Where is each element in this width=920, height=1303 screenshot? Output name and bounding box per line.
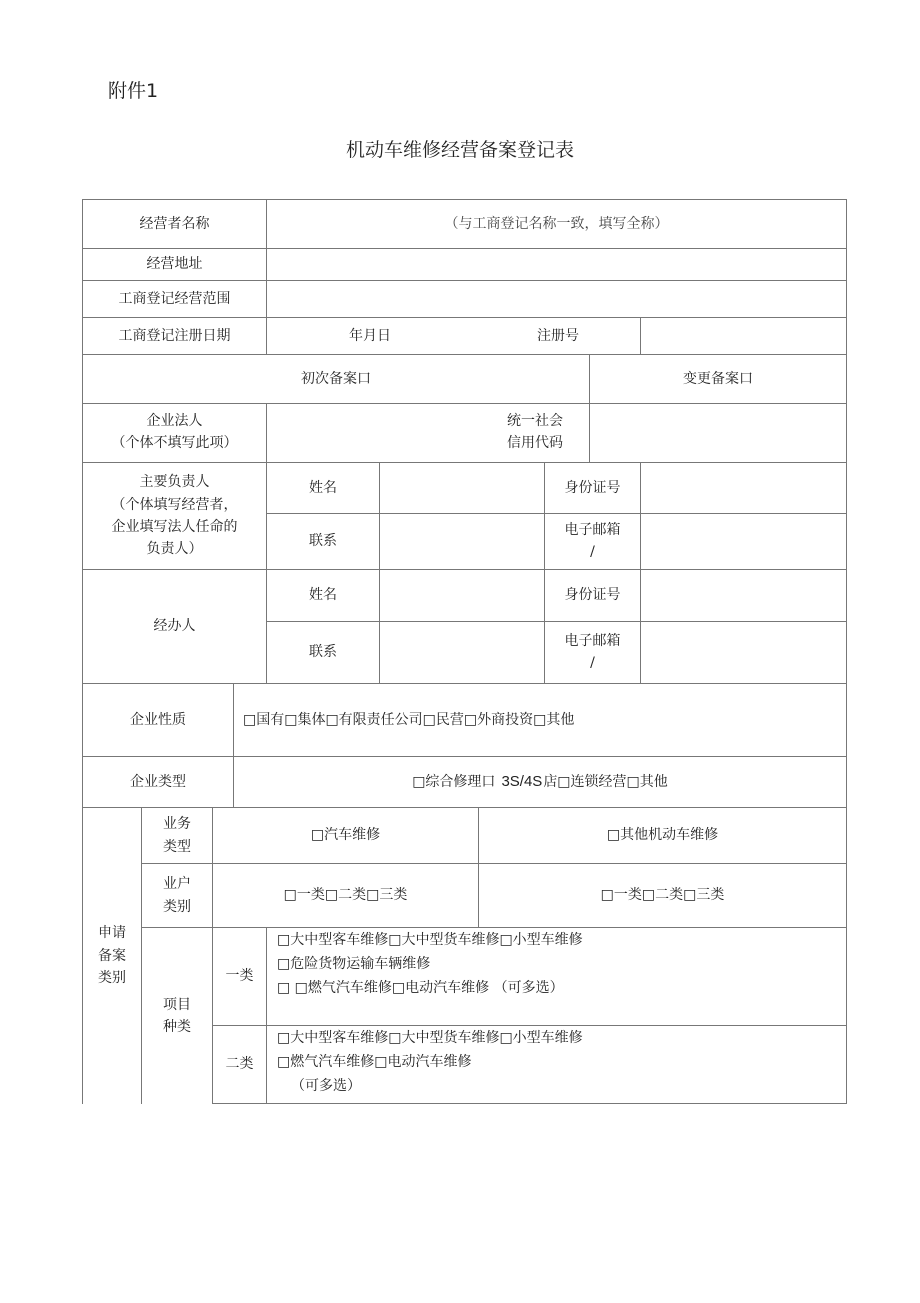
handler-name-label: 姓名 — [266, 569, 380, 622]
principal-email-field[interactable] — [640, 513, 847, 570]
attachment-label: 附件1 — [108, 80, 159, 102]
handler-email-field[interactable] — [640, 621, 847, 684]
form-title: 机动车维修经营备案登记表 — [345, 139, 574, 161]
operator-name-label: 经营者名称 — [82, 199, 267, 249]
handler-name-field[interactable] — [379, 569, 545, 622]
registration-date-label: 工商登记注册日期 — [82, 317, 267, 355]
handler-email-label: 电子邮箱 / — [544, 621, 641, 684]
legal-person-label: 企业法人 （个体不填写此项） — [82, 403, 267, 463]
credit-code-label: 统一社会 信用代码 — [507, 413, 563, 451]
credit-code-field[interactable] — [589, 403, 847, 463]
registration-number-field[interactable] — [640, 317, 847, 355]
category-auto-options[interactable]: □一类□二类□三类 — [212, 863, 479, 928]
item-type-label: 项目 种类 — [141, 927, 213, 1104]
enterprise-type-options[interactable]: □综合修理口 3S/4S 店□连锁经营□其他 — [233, 756, 847, 808]
enterprise-nature-label: 企业性质 — [82, 683, 234, 757]
principal-name-field[interactable] — [379, 462, 545, 514]
operator-category-label: 业户 类别 — [141, 863, 213, 928]
business-other-checkbox[interactable]: □其他机动车维修 — [478, 807, 847, 864]
registration-date-field[interactable] — [266, 317, 641, 355]
registration-number-label: 注册号 — [537, 327, 579, 344]
handler-id-field[interactable] — [640, 569, 847, 622]
address-label: 经营地址 — [82, 248, 267, 281]
handler-contact-label: 联系 — [266, 621, 380, 684]
enterprise-type-label: 企业类型 — [82, 756, 234, 808]
handler-label: 经办人 — [82, 569, 267, 684]
business-auto-checkbox[interactable]: □汽车维修 — [212, 807, 479, 864]
change-filing-checkbox[interactable]: 变更备案口 — [589, 354, 847, 404]
address-field[interactable] — [266, 248, 847, 281]
business-type-label: 业务 类型 — [141, 807, 213, 864]
class1-options[interactable]: □大中型客车维修□大中型货车维修□小型车维修 □危险货物运输车辆维修 □ □燃气汽车维修□电动汽车维修 （可多选） — [266, 927, 847, 1026]
principal-id-label: 身份证号 — [544, 462, 641, 514]
principal-name-label: 姓名 — [266, 462, 380, 514]
handler-id-label: 身份证号 — [544, 569, 641, 622]
principal-label: 主要负责人 （个体填写经营者， 企业填写法人任命的 负责人） — [82, 462, 267, 570]
principal-id-field[interactable] — [640, 462, 847, 514]
legal-person-field[interactable] — [266, 403, 590, 463]
principal-contact-label: 联系 — [266, 513, 380, 570]
category-other-options[interactable]: □一类□二类□三类 — [478, 863, 847, 928]
principal-contact-field[interactable] — [379, 513, 545, 570]
registration-date-value: 年月日 — [349, 327, 391, 344]
apply-category-label: 申请 备案 类别 — [82, 807, 142, 1104]
first-filing-checkbox[interactable]: 初次备案口 — [82, 354, 590, 404]
class1-label: 一类 — [212, 927, 267, 1026]
class2-options[interactable]: □大中型客车维修□大中型货车维修□小型车维修 □燃气汽车维修□电动汽车维修 （可多选） — [266, 1025, 847, 1104]
class2-label: 二类 — [212, 1025, 267, 1104]
operator-name-field[interactable]: （与工商登记名称一致，填写全称） — [266, 199, 847, 249]
business-scope-label: 工商登记经营范围 — [82, 280, 267, 318]
handler-contact-field[interactable] — [379, 621, 545, 684]
business-scope-field[interactable] — [266, 280, 847, 318]
principal-email-label: 电子邮箱 / — [544, 513, 641, 570]
enterprise-nature-options[interactable]: □国有□集体□有限责任公司□民营□外商投资□其他 — [233, 683, 847, 757]
